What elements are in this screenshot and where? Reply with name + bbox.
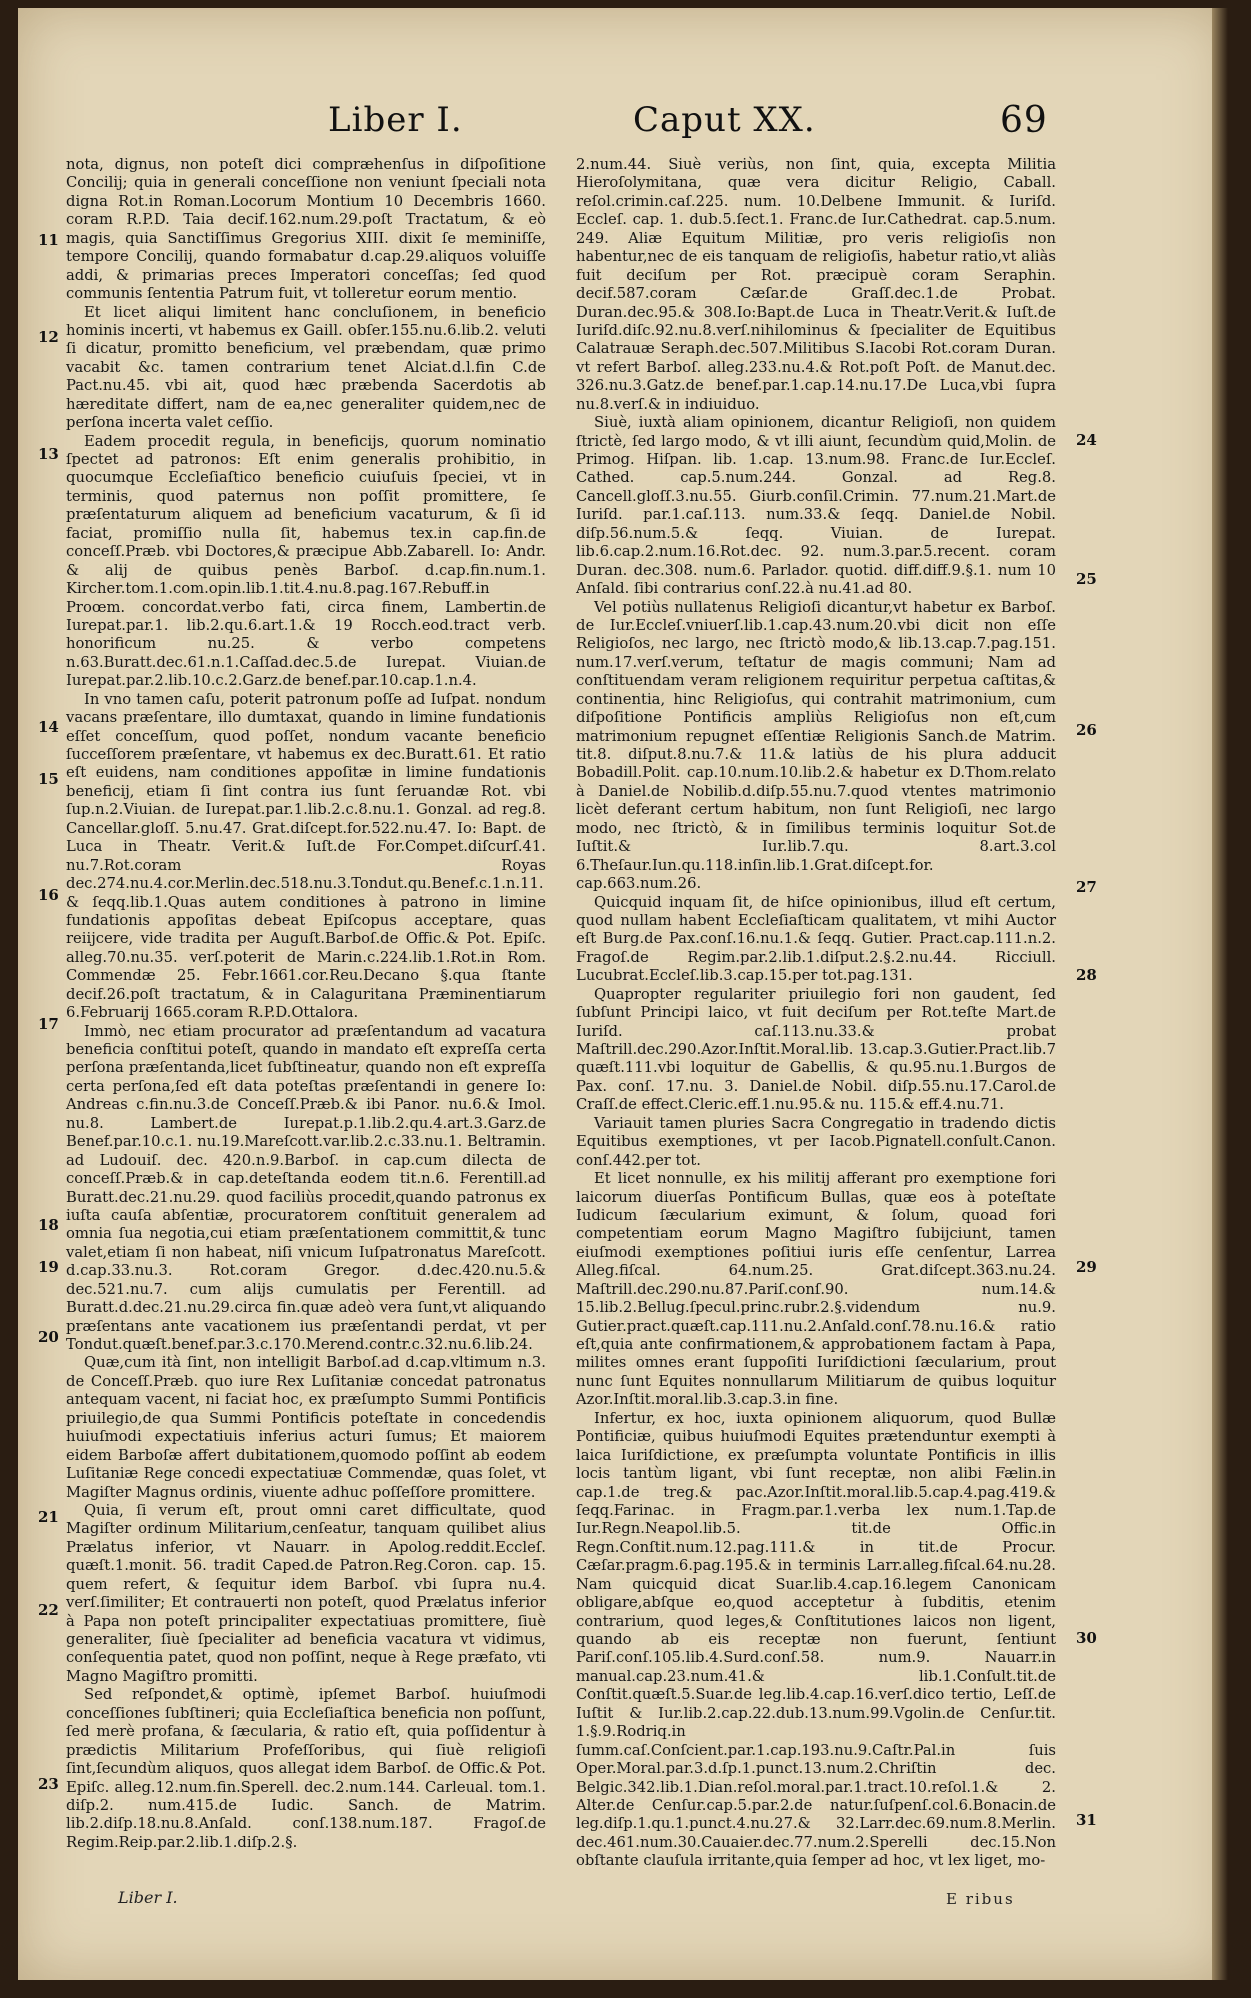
paragraph: Vel potiùs nullatenus Religioſi dicantur,vt habetur ex Barboſ. de Iur.Eccleſ.vniuerſ.lib.1.cap.43.num.20.vbi dicit non eſſe Religioſos, nec largo, nec ſtrictò modo,& lib.13.cap.7.pag.151. num.17.verſ.verum, teſtatur de magis communi; Nam ad conſtituendam veram religionem requiritur perpetua caſtitas,& continentia, hinc Religioſus, qui contrahit matrimonium, cum diſpoſitione Pontificis ampliùs Religioſus non eſt,cum matrimonium repugnet eſſentiæ Religionis Sanch.de Matrim. tit.8. diſput.8.nu.7.& 11.& latiùs de his plura adducit Bobadill.Polit. cap.10.num.10.lib.2.& habetur ex D.Thom.relato à Daniel.de Nobilib.d.diſp.55.nu.7.quod vtentes matrimonio licèt deferant certum habitum, non ſunt Religioſi, nec largo modo, nec ſtrictò, & in ſimilibus terminis loquitur Sot.de Iuſtit.& Iur.lib.7.qu. 8.art.3.col 6.Theſaur.Iun.qu.118.inſin.lib.1.Grat.diſcept.for. cap.663.num.26. [576,598,1056,893]
margin-number: 30 [1076,1629,1097,1647]
margin-number: 18 [38,1216,59,1234]
paragraph: Quæ,cum ità ſint, non intelligit Barboſ.ad d.cap.vltimum n.3. de Conceſſ.Præb. quo iure Rex Luſitaniæ concedat patronatus antequam vacent, ni faciat hoc, ex præſumpto Summi Pontificis priuilegio,de qua Summi Pontificis poteſtate in concedendis huiuſmodi expectatiuis inferius acturi ſumus; Et maiorem eidem Barboſæ affert dubitationem,quomodo poſſint ab eodem Luſitaniæ Rege concedi expectatiuæ Commendæ, quas ſolet, vt Magiſter Magnus ordinis, viuente adhuc poſſeſſore promittere. [66,1354,546,1501]
margin-number: 12 [38,328,59,346]
paragraph: In vno tamen caſu, poterit patronum poſſe ad Iuſpat. nondum vacans præſentare, illo dumtaxat, quando in limine fundationis eſſet conceſſum, quod poſſet, nondum vacante beneficio ſucceſſorem præſentare, vt habemus ex dec.Buratt.61. Et ratio eſt euidens, nam conditiones appoſitæ in limine fundationis beneficij, etiam ſi ſint contra ius ſunt ſeruandæ Rot. vbi ſup.n.2.Viuian. de Iurepat.par.1.lib.2.c.8.nu.1. Gonzal. ad reg.8. Cancellar.gloſſ. 5.nu.47. Grat.diſcept.for.522.nu.47. Io: Bapt. de Luca in Theatr. Verit.& Iuſt.de For.Compet.diſcurſ.41. nu.7.Rot.coram Royas dec.274.nu.4.cor.Merlin.dec.518.nu.3.Tondut.qu.Benef.c.1.n.11. & ſeqq.lib.1.Quas autem conditiones à patrono in limine fundationis appoſitas debeat Epiſcopus acceptare, quas reiijcere, vide tradita per Auguſt.Barboſ.de Offic.& Pot. Epiſc. alleg.70.nu.35. verſ.poterit de Marin.c.224.lib.1.Rot.in Rom. Commendæ 25. Febr.1661.cor.Reu.Decano §.qua ſtante decif.26.poſt tractatum, & in Calaguritana Præminentiarum 6.Februarij 1665.coram R.P.D.Ottalora. [66,690,546,1022]
margin-number: 27 [1076,878,1097,896]
margin-number: 14 [38,718,59,736]
margin-number: 25 [1076,570,1097,588]
book-page [18,8,1228,1980]
margin-number: 29 [1076,1258,1097,1276]
margin-number: 24 [1076,431,1097,449]
margin-number: 11 [38,231,59,249]
margin-number: 19 [38,1258,59,1276]
paragraph: 2.num.44. Siuè veriùs, non ſint, quia, excepta Militia Hieroſolymitana, quæ vera dicitur Religio, Caball. reſol.crimin.caſ.225. num. 10.Delbene Immunit. & Iuriſd. Eccleſ. cap. 1. dub.5.ſect.1. Franc.de Iur.Cathedrat. cap.5.num. 249. Aliæ Equitum Militiæ, pro veris religioſis non habentur,nec de eis tanquam de religioſis, habetur ratio,vt aliàs fuit deciſum per Rot. præcipuè coram Seraphin. decif.587.coram Cæſar.de Graſſ.dec.1.de Probat. Duran.dec.95.& 308.Io:Bapt.de Luca in Theatr.Verit.& Iuſt.de Iuriſd.diſc.92.nu.8.verſ.nihilominus & ſpecialiter de Equitibus Calatrauæ Seraph.dec.507.Militibus S.Iacobi Rot.coram Duran. vt refert Barboſ. alleg.233.nu.4.& Rot.poſt Poſt. de Manut.dec. 326.nu.3.Gatz.de benef.par.1.cap.14.nu.17.De Luca,vbi ſupra nu.8.verſ.& in indiuiduo. [576,156,1056,413]
paragraph: Et licet aliqui limitent hanc concluſionem, in beneficio hominis incerti, vt habemus ex Gaill. obſer.155.nu.6.lib.2. veluti ſi dicatur, promitto beneficium, vel præbendam, quæ primo vacabit &c. tamen contrarium tenet Alciat.d.l.fin C.de Pact.nu.45. vbi ait, quod hæc præbenda Sacerdotis ab hæreditate differt, nam de ea,nec generaliter quidem,nec de perſona incerta valet ceſſio. [66,303,546,432]
margin-number: 22 [38,1601,59,1619]
footer-signature: Liber I. [118,1888,178,1907]
margin-number: 23 [38,1775,59,1793]
paragraph: Sed reſpondet,& optimè, ipſemet Barboſ. huiuſmodi conceſſiones ſubſtineri; quia Eccleſiaſtica beneficia non poſſunt, ſed merè profana, & ſæcularia, & ratio eſt, quia poſſidentur à prædictis Militarium Profeſſoribus, qui ſiuè religioſi ſint,ſecundùm aliquos, quos allegat idem Barboſ. de Offic.& Pot. Epiſc. alleg.12.num.fin.Sperell. dec.2.num.144. Carleual. tom.1. diſp.2. num.415.de Iudic. Sanch. de Matrim. lib.2.diſp.18.nu.8.Anſald. conſ.138.num.187. Fragoſ.de Regim.Reip.par.2.lib.1.diſp.2.§. [66,1686,546,1851]
margin-number: 26 [1076,721,1097,739]
chapter-title: Caput XX. [633,100,816,140]
page-edge-shadow [1212,8,1228,1980]
paragraph: Eadem procedit regula, in beneficijs, quorum nominatio ſpectet ad patronos: Eſt enim generalis prohibitio, in quocumque Eccleſiaſtico beneficio cuiuſuis ſpeciei, vt in terminis, quod paternus non poſſit promittere, ſe præſentaturum aliquem ad beneficium vacaturum, & ſi id faciat, promiſſio nulla ſit, habemus tex.in cap.fin.de conceſſ.Præb. vbi Doctores,& præcipue Abb.Zabarell. Io: Andr. & alij de quibus penès Barboſ. d.cap.fin.num.1. Kircher.tom.1.com.opin.lib.1.tit.4.nu.8.pag.167.Rebuff.in Proœm. concordat.verbo fati, circa finem, Lambertin.de Iurepat.par.1. lib.2.qu.6.art.1.& 19 Rocch.eod.tract verb. honorificum nu.25. & verbo competens n.63.Buratt.dec.61.n.1.Caſſad.dec.5.de Iurepat. Viuian.de Iurepat.par.2.lib.10.c.2.Garz.de benef.par.10.cap.1.n.4. [66,432,546,690]
book-title: Liber I. [328,100,463,140]
paragraph: Variauit tamen pluries Sacra Congregatio in tradendo dictis Equitibus exemptiones, vt per Iacob.Pignatell.conſult.Canon. conſ.442.per tot. [576,1114,1056,1169]
running-header [18,100,1228,160]
paragraph: Et licet nonnulle, ex his militij afferant pro exemptione fori laicorum diuerſas Pontificum Bullas, quæ eos à poteſtate Iudicum ſæcularium eximunt, & ſolum, quoad fori competentiam eorum Magno Magiſtro ſubijciunt, tamen eiuſmodi exemptiones poſitiui iuris eſſe cenſentur, Larrea Alleg.fiſcal. 64.num.25. Grat.diſcept.363.nu.24. Maſtrill.dec.290.nu.87.Pariſ.conſ.90. num.14.& 15.lib.2.Bellug.ſpecul.princ.rubr.2.§.videndum nu.9. Gutier.pract.quæſt.cap.111.nu.2.Anſald.conſ.78.nu.16.& ratio eſt,quia ante confirmationem,& approbationem factam à Papa, milites omnes erant ſuppoſiti Iuriſdictioni ſæcularium, prout nunc ſunt Equites nonnullarum Militiarum de quibus loquitur Azor.Inſtit.moral.lib.3.cap.3.in fine. [576,1170,1056,1409]
margin-number: 31 [1076,1811,1097,1829]
catchword: E ribus [946,1890,1015,1908]
margin-number: 20 [38,1328,59,1346]
paragraph: Siuè, iuxtà aliam opinionem, dicantur Religioſi, non quidem ſtrictè, ſed largo modo, & vt illi aiunt, ſecundùm quid,Molin. de Primog. Hiſpan. lib. 1.cap. 13.num.98. Franc.de Iur.Eccleſ. Cathed. cap.5.num.244. Gonzal. ad Reg.8. Cancell.gloſſ.3.nu.55. Giurb.conſil.Crimin. 77.num.21.Mart.de Iuriſd. par.1.caſ.113. num.33.& ſeqq. Daniel.de Nobil. diſp.56.num.5.& ſeqq. Viuian. de Iurepat. lib.6.cap.2.num.16.Rot.dec. 92. num.3.par.5.recent. coram Duran. dec.308. num.6. Parlador. quotid. diff.diff.9.§.1. num 10 Anſald. ſibi contrarius conſ.22.à nu.41.ad 80. [576,414,1056,598]
paragraph: Quicquid inquam ſit, de hiſce opinionibus, illud eſt certum, quod nullam habent Eccleſiaſticam qualitatem, vt mihi Auctor eſt Burg.de Pax.conſ.16.nu.1.& ſeqq. Gutier. Pract.cap.111.n.2. Fragoſ.de Regim.par.2.lib.1.diſput.2.§.2.nu.44. Ricciull. Lucubrat.Eccleſ.lib.3.cap.15.per tot.pag.131. [576,893,1056,985]
paragraph: Quapropter regulariter priuilegio fori non gaudent, ſed ſubſunt Principi laico, vt fuit deciſum per Rot.teſte Mart.de Iuriſd. caſ.113.nu.33.& probat Maſtrill.dec.290.Azor.Inſtit.Moral.lib. 13.cap.3.Gutier.Pract.lib.7 quæſt.111.vbi loquitur de Gabellis, & qu.95.nu.1.Burgos de Pax. conſ. 17.nu. 3. Daniel.de Nobil. diſp.55.nu.17.Carol.de Craſſ.de effect.Cleric.eff.1.nu.95.& nu. 115.& eff.4.nu.71. [576,985,1056,1114]
margin-number: 16 [38,886,59,904]
margin-number: 13 [38,445,59,463]
paragraph: nota, dignus, non poteſt dici compræhenſus in diſpoſitione Concilij; quia in generali conceſſione non veniunt ſpeciali nota digna Rot.in Roman.Locorum Montium 10 Decembris 1660. coram R.P.D. Taia decif.162.num.29.poſt Tractatum, & eò magis, quia Sanctiſſimus Gregorius XIII. dixit ſe meminiſſe, tempore Concilij, quando formabatur d.cap.29.aliquos voluiſſe addi, & primarias preces Imperatori conceſſas; ſed quod communis ſententia Patrum fuit, vt tolleretur eorum mentio. [66,156,546,303]
margin-number: 17 [38,1015,59,1033]
right-text-column [576,156,1056,1871]
margin-number: 21 [38,1508,59,1526]
left-text-column [66,156,546,1852]
margin-number: 28 [1076,966,1097,984]
paragraph: Quia, ſi verum eſt, prout omni caret difficultate, quod Magiſter ordinum Militarium,cenſeatur, tanquam quilibet alius Prælatus inferior, vt Nauarr. in Apolog.reddit.Eccleſ. quæſt.1.monit. 56. tradit Caped.de Patron.Reg.Coron. cap. 15. quem refert, & ſequitur idem Barboſ. vbi ſupra nu.4. verſ.ſimiliter; Et contrauerti non poteſt, quod Prælatus inferior à Papa non poteſt principaliter expectatiuas promittere, ſiuè generaliter, ſiuè ſpecialiter ad beneficia vacatura vt vidimus, conſequentia patet, quod non poſſint, neque à Rege præfato, vti Magno Magiſtro promitti. [66,1501,546,1685]
paragraph: Infertur, ex hoc, iuxta opinionem aliquorum, quod Bullæ Pontificiæ, quibus huiuſmodi Equites prætenduntur exempti à laica Iuriſdictione, ex præſumpta voluntate Pontificis in illis locis tantùm ligant, vbi ſunt receptæ, non alibi Fælin.in cap.1.de treg.& pac.Azor.Inſtit.moral.lib.5.cap.4.pag.419.& ſeqq.Farinac. in Fragm.par.1.verba lex num.1.Tap.de Iur.Regn.Neapol.lib.5. tit.de Offic.in Regn.Conſtit.num.12.pag.111.& in tit.de Procur. Cæſar.pragm.6.pag.195.& in terminis Larr.alleg.fiſcal.64.nu.28. Nam quicquid dicat Suar.lib.4.cap.16.legem Canonicam obligare,abſque eo,quod acceptetur à ſubditis, etenim contrarium, quod leges,& Conſtitutiones laicos non ligent, quando ab eis receptæ non fuerunt, ſentiunt Pariſ.conſ.105.lib.4.Surd.conſ.58. num.9. Nauarr.in manual.cap.23.num.41.& lib.1.Conſult.tit.de Conſtit.quæſt.5.Suar.de leg.lib.4.cap.16.verſ.dico tertio, Leſſ.de Iuſtit & Iur.lib.2.cap.22.dub.13.num.99.Vgolin.de Cenſur.tit. 1.§.9.Rodriq.in ſumm.caſ.Conſcient.par.1.cap.193.nu.9.Caſtr.Pal.in ſuis Oper.Moral.par.3.d.ſp.1.punct.13.num.2.Chriſtin dec. Belgic.342.lib.1.Dian.reſol.moral.par.1.tract.10.reſol.1.& 2. Alter.de Cenſur.cap.5.par.2.de natur.ſuſpenſ.col.6.Bonacin.de leg.diſp.1.qu.1.punct.4.nu.27.& 32.Larr.dec.69.num.8.Merlin. dec.461.num.30.Cauaier.dec.77.num.2.Sperelli dec.15.Non obſtante clauſula irritante,quia ſemper ad hoc, vt lex liget, mo- [576,1409,1056,1870]
page-number: 69 [1000,100,1048,141]
margin-number: 15 [38,770,59,788]
paragraph: Immò, nec etiam procurator ad præſentandum ad vacatura beneficia conſtitui poteſt, quando in mandato eſt expreſſa certa perſona præſentanda,licet ſubſtineatur, quando non eſt expreſſa certa perſona,ſed eſt data poteſtas præſentandi in genere Io: Andreas c.fin.nu.3.de Conceſſ.Præb.& ibi Panor. nu.6.& Imol. nu.8. Lambert.de Iurepat.p.1.lib.2.qu.4.art.3.Garz.de Benef.par.10.c.1. nu.19.Mareſcott.var.lib.2.c.33.nu.1. Beltramin. ad Ludouiſ. dec. 420.n.9.Barboſ. in cap.cum dilecta de conceſſ.Præb.& in cap.deteſtanda eodem tit.n.6. Ferentill.ad Buratt.dec.21.nu.29. quod faciliùs procedit,quando patronus ex iuſta cauſa abſentiæ, procuratorem conſtituit generalem ad omnia ſua negotia,cui etiam præſentationem committit,& tunc valet,etiam ſi non habeat, niſi vnicum Iuſpatronatus Mareſcott. d.cap.33.nu.3. Rot.coram Gregor. d.dec.420.nu.5.& dec.521.nu.7. cum alijs cumulatis per Ferentill. ad Buratt.d.dec.21.nu.29.circa fin.quæ adeò vera ſunt,vt aliquando præſentans ante vacationem ius præſentandi perdat, vt per Tondut.quæſt.benef.par.3.c.170.Merend.contr.c.32.nu.6.lib.24. [66,1022,546,1353]
